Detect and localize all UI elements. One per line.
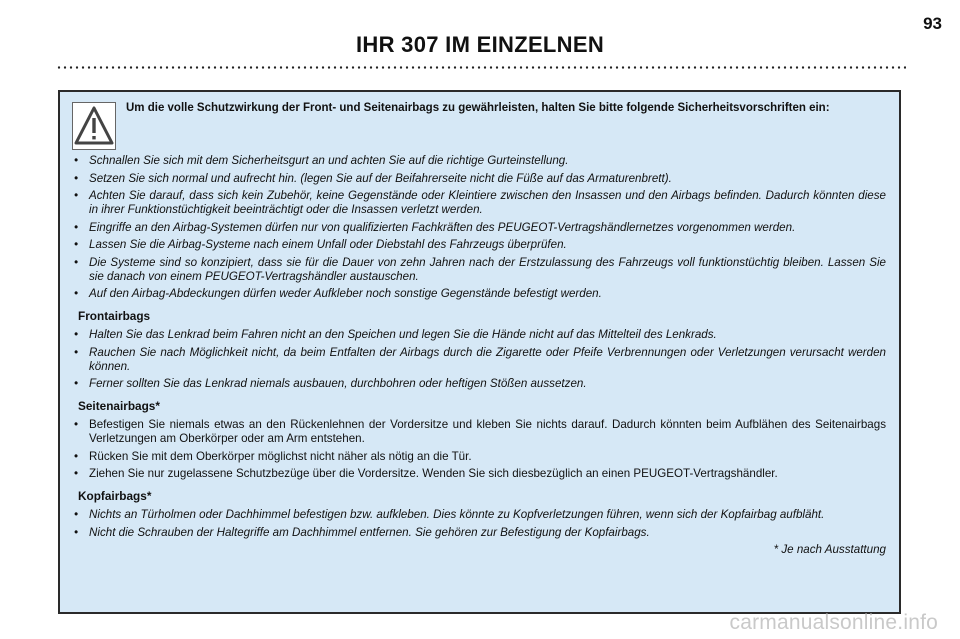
list-item: • Nichts an Türholmen oder Dachhimmel befestigen bzw. aufkleben. Dies könnte zu Kopfverletzungen führen, wenn sich der Kopfairbag aufbläht.: [72, 508, 886, 522]
dotted-divider: [56, 66, 906, 69]
list-item: • Nicht die Schrauben der Haltegriffe am Dachhimmel entfernen. Sie gehören zur Befestigung der Kopfairbags.: [72, 526, 886, 540]
list-item: • Halten Sie das Lenkrad beim Fahren nicht an den Speichen und legen Sie die Hände nicht auf das Mittelteil des Lenkrads.: [72, 328, 886, 342]
head-airbags-list: [72, 508, 886, 540]
list-item: • Achten Sie darauf, dass sich kein Zubehör, keine Gegenstände oder Kleintiere zwischen den Insassen und den Airbags befinden. Dadurch könnten diese in ihrer Funktionstüchtigkeit beeinträchtigt oder die Insassen verletzt werden.: [72, 189, 886, 217]
list-item: • Lassen Sie die Airbag-Systeme nach einem Unfall oder Diebstahl des Fahrzeugs überprüfen.: [72, 238, 886, 252]
page-title: IHR 307 IM EINZELNEN: [355, 32, 605, 57]
list-item: • Rücken Sie mit dem Oberkörper möglichst nicht näher als nötig an die Tür.: [72, 450, 886, 464]
side-airbags-list: [72, 418, 886, 481]
list-item: • Auf den Airbag-Abdeckungen dürfen weder Aufkleber noch sonstige Gegenstände befestigt werden.: [72, 287, 886, 301]
list-item: • Eingriffe an den Airbag-Systemen dürfen nur von qualifizierten Fachkräften des PEUGEOT-Vertragshändlernetzes vorgenommen werden.: [72, 221, 886, 235]
general-list: [72, 154, 886, 301]
warning-triangle-icon: [72, 102, 116, 150]
list-item: • Ziehen Sie nur zugelassene Schutzbezüge über die Vordersitze. Wenden Sie sich diesbezüglich an einen PEUGEOT-Vertragshändler.: [72, 467, 886, 481]
intro-text: Um die volle Schutzwirkung der Front- und Seitenairbags zu gewährleisten, halten Sie bitte folgende Sicherheitsvorschriften ein:: [126, 102, 830, 114]
list-item: • Befestigen Sie niemals etwas an den Rückenlehnen der Vordersitze und kleben Sie nichts darauf. Dadurch könnten beim Aufblähen des Seitenairbags Verletzungen am Oberkörper oder am Arm entstehen.: [72, 418, 886, 446]
content: [72, 154, 886, 557]
list-item: • Rauchen Sie nach Möglichkeit nicht, da beim Entfalten der Airbags durch die Zigarette oder Pfeife Verbrennungen oder Verletzungen verursacht werden können.: [72, 346, 886, 374]
list-item: • Schnallen Sie sich mit dem Sicherheitsgurt an und achten Sie auf die richtige Gurteinstellung.: [72, 154, 886, 168]
list-item: • Setzen Sie sich normal und aufrecht hin. (legen Sie auf der Beifahrerseite nicht die Füße auf das Armaturenbrett).: [72, 172, 886, 186]
front-airbags-heading: Frontairbags: [78, 309, 151, 323]
list-item: • Ferner sollten Sie das Lenkrad niemals ausbauen, durchbohren oder heftigen Stößen aussetzen.: [72, 377, 886, 391]
side-airbags-heading: Seitenairbags*: [78, 399, 160, 413]
head-airbags-heading: Kopfairbags*: [78, 489, 152, 503]
list-item: • Die Systeme sind so konzipiert, dass sie für die Dauer von zehn Jahren nach der Erstzulassung des Fahrzeugs voll funktionstüchtig bleiben. Lassen Sie sie danach von einem PEUGEOT-Vertragshändler austauschen.: [72, 256, 886, 284]
footnote: * Je nach Ausstattung: [773, 543, 886, 556]
page-number: 93: [923, 14, 942, 33]
watermark: carmanualsonline.info: [729, 611, 938, 634]
safety-box: [58, 90, 901, 614]
front-airbags-list: [72, 328, 886, 391]
